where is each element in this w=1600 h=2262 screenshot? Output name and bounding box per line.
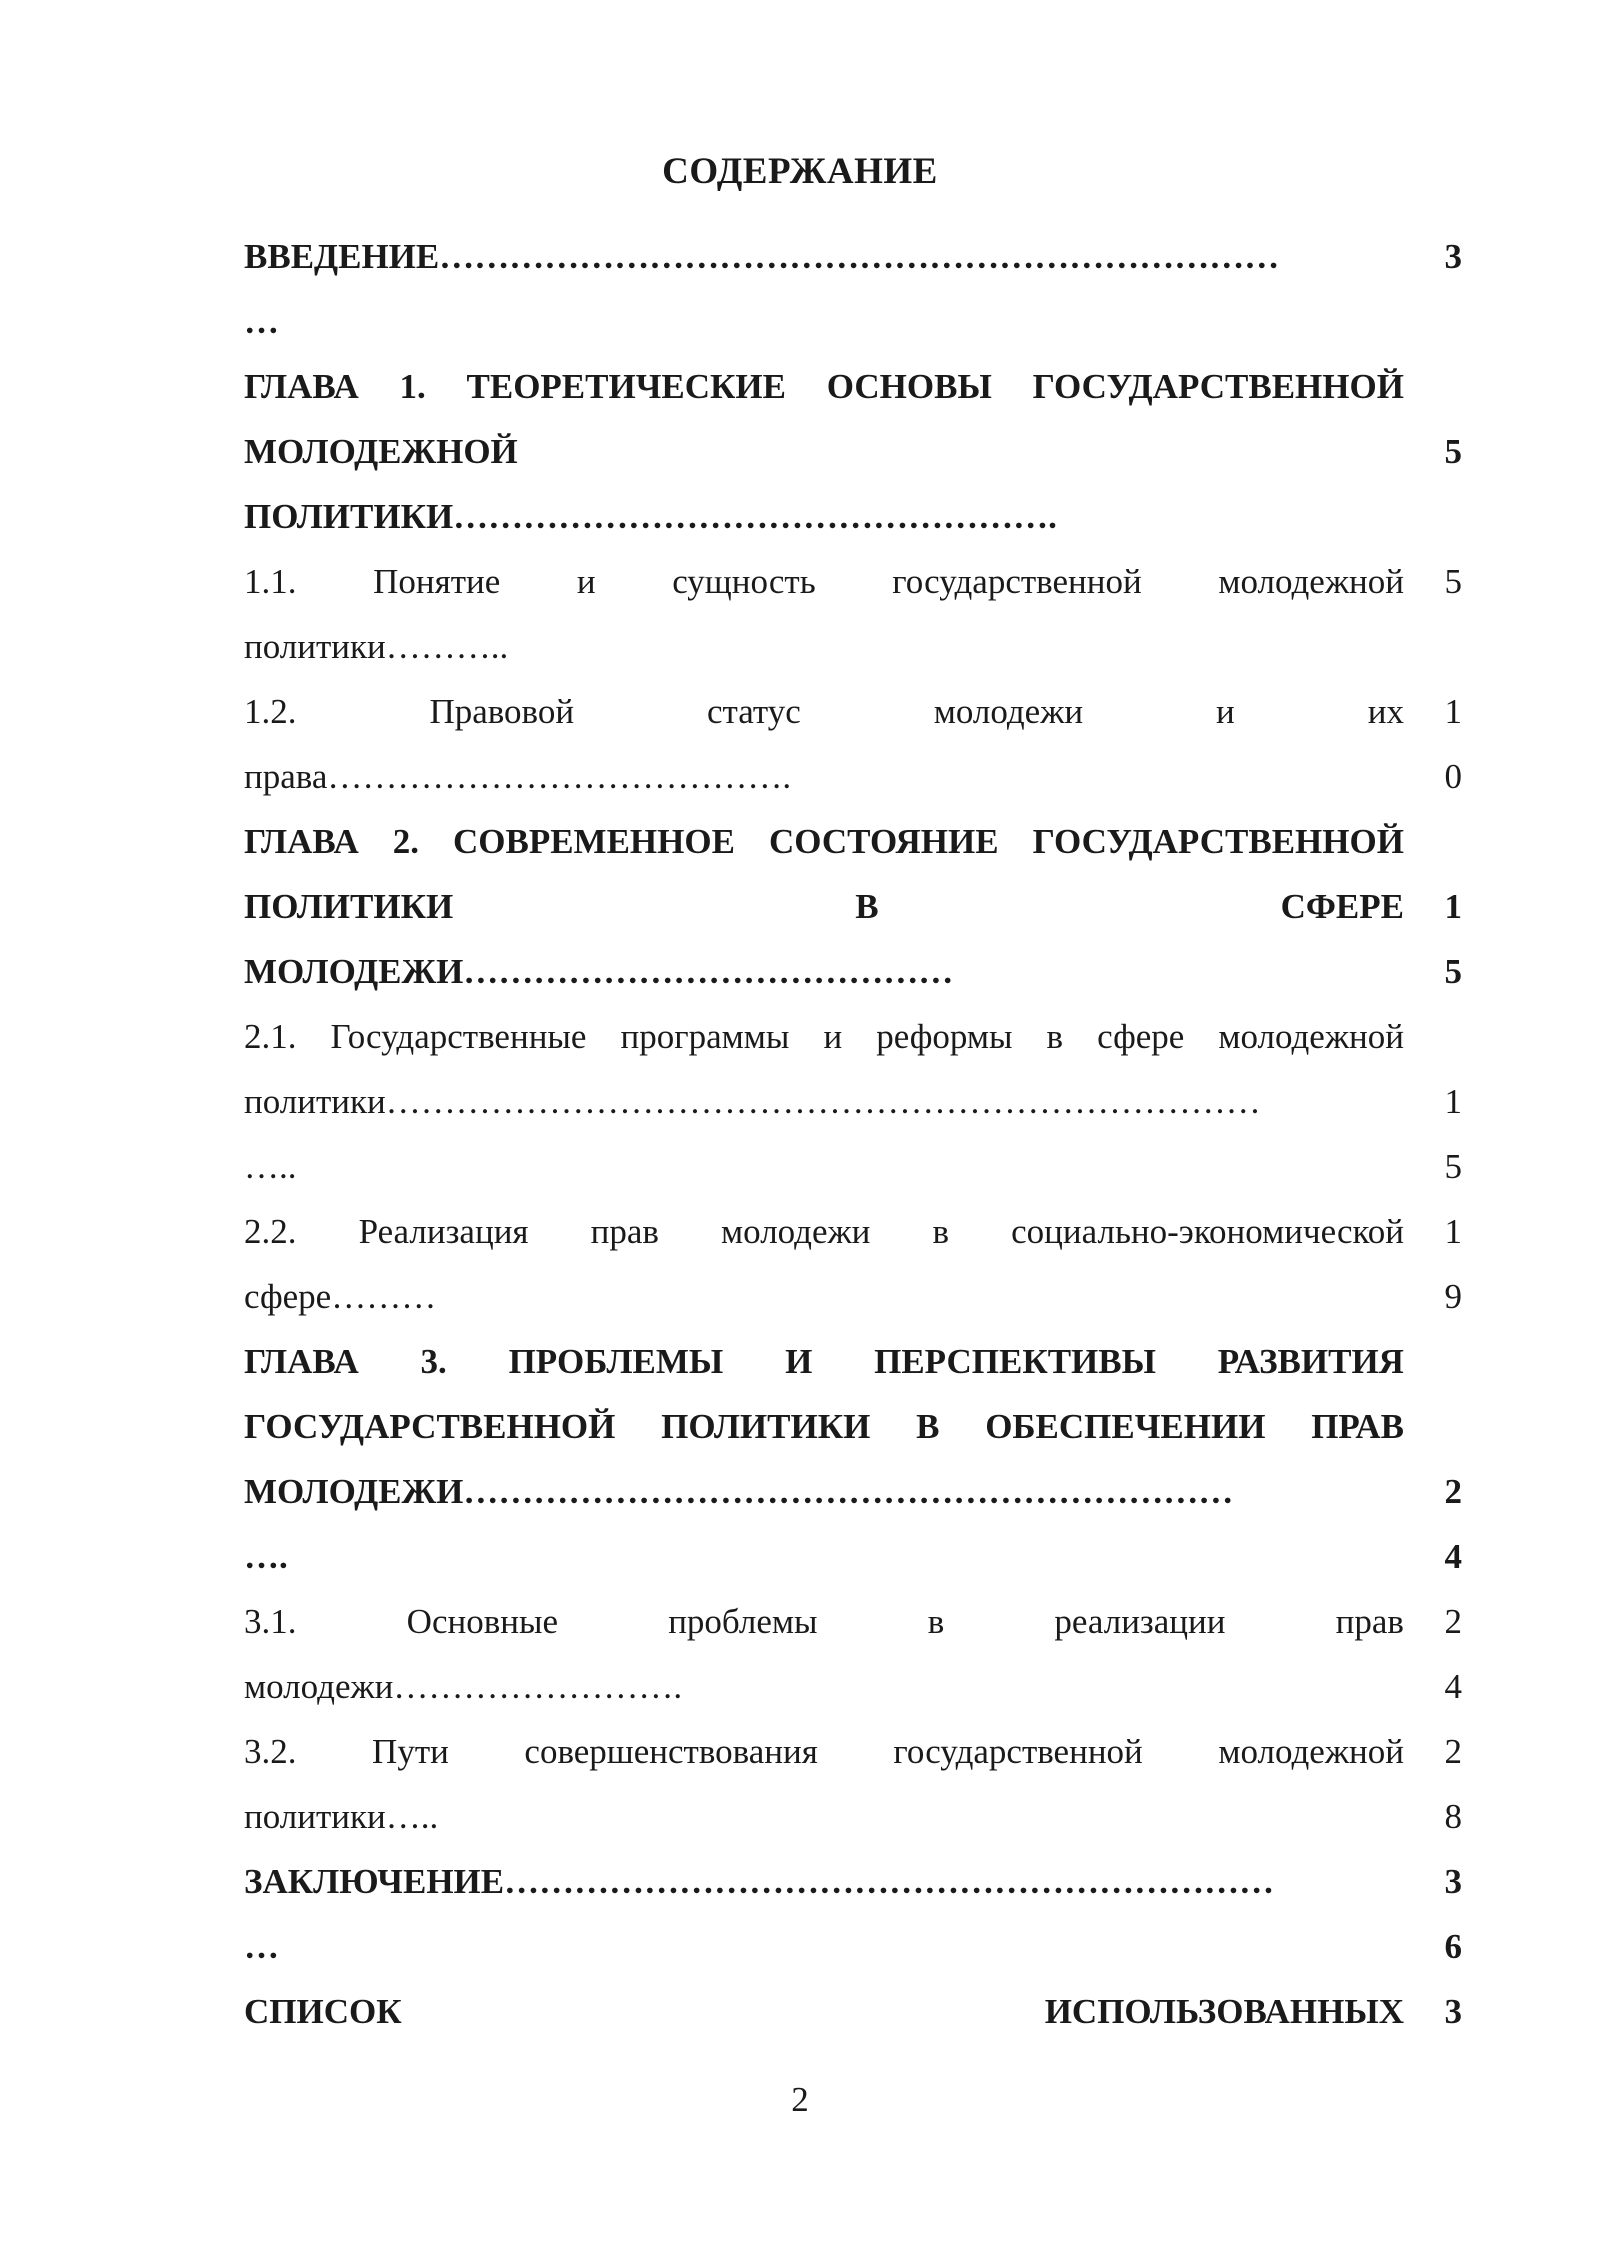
toc-line-text: политики…………………………………………………………………	[244, 1082, 1261, 1121]
toc-word: РАЗВИТИЯ	[1217, 1342, 1404, 1381]
toc-line-text	[244, 679, 1404, 744]
toc-line-text: ВВЕДЕНИЕ………………………………………………………………	[244, 237, 1280, 276]
toc-line-text	[244, 354, 1404, 419]
toc-line	[244, 1784, 1462, 1849]
toc-word: ПОЛИТИКИ	[244, 887, 454, 926]
toc-line	[244, 224, 1462, 289]
toc-word: молодежной	[1218, 1017, 1404, 1056]
toc-line	[244, 354, 1462, 419]
toc-line	[244, 1849, 1462, 1914]
toc-line	[244, 874, 1462, 939]
toc-word: 3.	[420, 1342, 447, 1381]
toc-line	[244, 1914, 1462, 1979]
toc-entry[interactable]	[244, 1199, 1462, 1329]
toc-line-text	[244, 809, 1404, 874]
table-of-contents	[244, 224, 1462, 2044]
toc-word: 1.	[399, 367, 426, 406]
toc-word: ОСНОВЫ	[826, 367, 992, 406]
toc-word: реализации	[1054, 1602, 1226, 1641]
toc-word: ИСПОЛЬЗОВАННЫХ	[1044, 1992, 1404, 2031]
toc-line	[244, 1394, 1462, 1459]
toc-word: их	[1367, 692, 1404, 731]
toc-line	[244, 1589, 1462, 1654]
toc-word: в	[932, 1212, 950, 1251]
toc-line	[244, 1199, 1462, 1264]
toc-entry[interactable]	[244, 1979, 1462, 2044]
toc-page-number: 0	[1444, 757, 1462, 796]
toc-word: СФЕРЕ	[1280, 887, 1404, 926]
toc-line-text: сфере………	[244, 1277, 437, 1316]
toc-entry[interactable]	[244, 1719, 1462, 1849]
toc-line-text: МОЛОДЕЖИ……………………………………	[244, 952, 954, 991]
toc-word: молодежной	[1218, 1732, 1404, 1771]
toc-line-text: права………………………………….	[244, 757, 792, 796]
toc-page-number: 4	[1444, 1537, 1462, 1576]
toc-word: ГОСУДАРСТВЕННОЙ	[1032, 822, 1404, 861]
toc-word: молодежи	[933, 692, 1084, 731]
toc-word: ГЛАВА	[244, 1342, 359, 1381]
toc-entry[interactable]	[244, 549, 1462, 679]
toc-word: сущность	[672, 562, 816, 601]
toc-word: ПОЛИТИКИ	[661, 1407, 871, 1446]
toc-line	[244, 289, 1462, 354]
toc-page-number: 1	[1444, 1082, 1462, 1121]
toc-entry[interactable]	[244, 354, 1462, 549]
toc-entry[interactable]	[244, 679, 1462, 809]
toc-line-text	[244, 549, 1404, 614]
toc-line	[244, 484, 1462, 549]
toc-line-text: политики………..	[244, 627, 509, 666]
toc-word: социально-экономической	[1011, 1212, 1404, 1251]
toc-line	[244, 1654, 1462, 1719]
toc-word: совершенствования	[524, 1732, 818, 1771]
toc-line-text: …	[244, 1927, 279, 1966]
toc-line-text: ЗАКЛЮЧЕНИЕ…………………………………………………………	[244, 1862, 1275, 1901]
toc-line	[244, 1719, 1462, 1784]
toc-line-text	[244, 874, 1404, 939]
toc-word: Государственные	[330, 1017, 587, 1056]
toc-word: ПРАВ	[1311, 1407, 1404, 1446]
toc-line	[244, 1069, 1462, 1134]
toc-line	[244, 614, 1462, 679]
toc-line-text	[244, 1199, 1404, 1264]
toc-word: молодежной	[1218, 562, 1404, 601]
toc-page-number: 3	[1444, 1992, 1462, 2031]
toc-line	[244, 744, 1462, 809]
toc-line-text: молодежи…………………….	[244, 1667, 683, 1706]
toc-entry[interactable]	[244, 1329, 1462, 1589]
toc-word: 2.2.	[244, 1212, 297, 1251]
toc-title: СОДЕРЖАНИЕ	[662, 151, 938, 192]
toc-page-number: 1	[1444, 887, 1462, 926]
toc-page-number: 8	[1444, 1797, 1462, 1836]
toc-word: 2.	[392, 822, 419, 861]
toc-word: ГОСУДАРСТВЕННОЙ	[1032, 367, 1404, 406]
toc-entry[interactable]	[244, 224, 1462, 354]
toc-word: статус	[707, 692, 801, 731]
toc-word: и	[823, 1017, 843, 1056]
toc-line	[244, 549, 1462, 614]
toc-line-text: …..	[244, 1147, 297, 1186]
toc-page-number: 3	[1444, 237, 1462, 276]
toc-line	[244, 419, 1462, 484]
toc-page-number: 9	[1444, 1277, 1462, 1316]
toc-word: 1.2.	[244, 692, 297, 731]
toc-entry[interactable]	[244, 1589, 1462, 1719]
toc-page-number: 5	[1444, 952, 1462, 991]
toc-word: ПРОБЛЕМЫ	[508, 1342, 724, 1381]
toc-line	[244, 1004, 1462, 1069]
toc-page-number: 5	[1444, 432, 1462, 471]
toc-word: в	[927, 1602, 945, 1641]
toc-word: СОВРЕМЕННОЕ	[452, 822, 735, 861]
toc-word: ОБЕСПЕЧЕНИИ	[985, 1407, 1266, 1446]
toc-entry[interactable]	[244, 1849, 1462, 1979]
toc-line-text: ….	[244, 1537, 288, 1576]
toc-page-number: 1	[1444, 692, 1462, 731]
page-number: 2	[791, 2080, 809, 2119]
toc-word: В	[855, 887, 879, 926]
toc-line-text	[244, 1589, 1404, 1654]
toc-page-number: 2	[1444, 1602, 1462, 1641]
toc-page-number: 1	[1444, 1212, 1462, 1251]
toc-page-number: 3	[1444, 1862, 1462, 1901]
toc-line	[244, 1524, 1462, 1589]
toc-entry[interactable]	[244, 809, 1462, 1004]
toc-line-text	[244, 1979, 1404, 2044]
toc-word: ГЛАВА	[244, 367, 359, 406]
toc-word: и	[576, 562, 596, 601]
toc-line	[244, 1329, 1462, 1394]
toc-line-text	[244, 1004, 1404, 1069]
toc-word: в	[1046, 1017, 1064, 1056]
toc-line	[244, 1979, 1462, 2044]
toc-word: и	[1216, 692, 1235, 731]
toc-line-text: МОЛОДЕЖИ…………………………………………………………	[244, 1472, 1234, 1511]
toc-word: ГЛАВА	[244, 822, 359, 861]
toc-page-number: 4	[1444, 1667, 1462, 1706]
toc-page-number: 2	[1444, 1732, 1462, 1771]
toc-word: реформы	[876, 1017, 1013, 1056]
toc-line-text: …	[244, 302, 279, 341]
toc-word: программы	[620, 1017, 790, 1056]
toc-page-number: 6	[1444, 1927, 1462, 1966]
toc-word: Понятие	[373, 562, 501, 601]
toc-entry[interactable]	[244, 1004, 1462, 1199]
toc-word: прав	[1335, 1602, 1404, 1641]
toc-word: государственной	[892, 562, 1142, 601]
toc-word: прав	[590, 1212, 659, 1251]
toc-line	[244, 1459, 1462, 1524]
toc-word: Правовой	[429, 692, 575, 731]
toc-word: ГОСУДАРСТВЕННОЙ	[244, 1407, 616, 1446]
toc-line	[244, 809, 1462, 874]
toc-line-text	[244, 1329, 1404, 1394]
toc-word: государственной	[893, 1732, 1143, 1771]
toc-word: ПЕРСПЕКТИВЫ	[874, 1342, 1156, 1381]
toc-word: 2.1.	[244, 1017, 297, 1056]
toc-line	[244, 1264, 1462, 1329]
toc-line-text: МОЛОДЕЖНОЙ	[244, 432, 518, 471]
toc-line-text	[244, 1394, 1404, 1459]
toc-line	[244, 939, 1462, 1004]
toc-line	[244, 679, 1462, 744]
toc-word: молодежи	[721, 1212, 871, 1251]
toc-word: ТЕОРЕТИЧЕСКИЕ	[466, 367, 786, 406]
toc-word: Пути	[372, 1732, 449, 1771]
toc-word: 1.1.	[244, 562, 297, 601]
toc-word: Основные	[406, 1602, 559, 1641]
toc-word: СОСТОЯНИЕ	[768, 822, 999, 861]
toc-word: 3.1.	[244, 1602, 297, 1641]
toc-word: 3.2.	[244, 1732, 297, 1771]
toc-page-number: 2	[1444, 1472, 1462, 1511]
toc-page-number: 5	[1444, 1147, 1462, 1186]
toc-word: Реализация	[358, 1212, 529, 1251]
toc-line-text: политики…..	[244, 1797, 439, 1836]
toc-word: проблемы	[668, 1602, 818, 1641]
toc-word: И	[785, 1342, 813, 1381]
toc-word: сфере	[1097, 1017, 1185, 1056]
toc-line-text	[244, 1719, 1404, 1784]
toc-word: СПИСОК	[244, 1992, 402, 2031]
toc-line-text: ПОЛИТИКИ…………………………………………….	[244, 497, 1057, 536]
toc-line	[244, 1134, 1462, 1199]
toc-word: В	[916, 1407, 940, 1446]
toc-page-number: 5	[1444, 562, 1462, 601]
